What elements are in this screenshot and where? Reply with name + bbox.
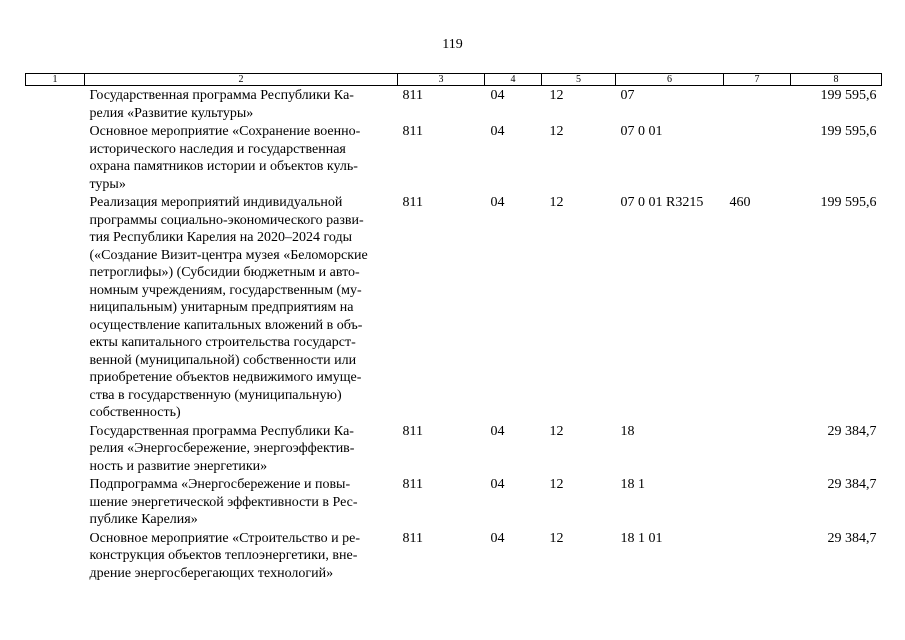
subsection-code: 12 [549,477,564,492]
item-name: Государственная программа Республики Ка- релия «Энергосбережение, энергоэффектив- ность и развитие энергетики» [89,423,355,474]
ministry-code: 811 [402,423,423,439]
amount: 29 384,7 [827,530,877,546]
column-header: 6 [616,74,724,86]
expense-type-code [724,86,791,123]
target-article-code: 07 [620,88,635,103]
row-number-cell [26,122,85,193]
expense-type-code: 460 [729,195,751,210]
section-code: 04 [490,477,505,492]
ministry-code: 811 [402,195,423,210]
budget-table [25,73,882,582]
amount: 199 595,6 [820,195,877,210]
column-header: 8 [791,74,882,86]
subsection-code: 12 [549,195,564,210]
column-header: 7 [724,74,791,86]
expense-type-code [724,475,791,529]
row-number-cell [26,422,85,476]
target-article-code: 18 [620,423,635,439]
table-row [26,122,882,193]
item-name: Основное мероприятие «Сохранение военно- исторического наследия и государственная охрана памятников истории и объектов куль- туры» [89,124,361,192]
section-code: 04 [490,124,505,139]
amount: 29 384,7 [827,477,877,492]
target-article-code: 18 1 [620,477,645,492]
ministry-code: 811 [402,530,423,546]
row-number-cell [26,475,85,529]
table-row [26,86,882,123]
row-number-cell [26,193,85,422]
column-header: 1 [26,74,85,86]
target-article-code: 07 0 01 [620,124,663,139]
subsection-code: 12 [549,530,564,546]
section-code: 04 [490,423,505,439]
item-name: Государственная программа Республики Ка- релия «Развитие культуры» [89,88,354,121]
ministry-code: 811 [402,124,423,139]
column-header: 4 [485,74,542,86]
table-row [26,475,882,529]
item-name: Основное мероприятие «Строительство и ре- конструкция объектов теплоэнергетики, вне- дрение энергосберегающих технологий» [89,530,360,581]
column-number-row [26,74,882,86]
ministry-code: 811 [402,88,423,103]
amount: 199 595,6 [820,124,877,139]
expense-type-code [724,122,791,193]
column-header: 5 [542,74,616,86]
amount: 29 384,7 [827,423,877,439]
table-row [26,529,882,583]
row-number-cell [26,86,85,123]
subsection-code: 12 [549,88,564,103]
expense-type-code [724,422,791,476]
page-number: 119 [442,37,463,52]
expense-type-code [724,529,791,583]
table-row [26,422,882,476]
table-row [26,193,882,422]
item-name: Подпрограмма «Энергосбережение и повы- шение энергетической эффективности в Рес- публике Карелия» [89,477,358,527]
item-name: Реализация мероприятий индивидуальной программы социально-экономического разви- тия Республики Карелия на 2020–2024 годы («Создание Визит-центра музея «Беломорские петроглифы») (Субсидии бюджетным и авто- номным учреждениям, государственным (му- ниципальным) унитарным предприятиям на осуществление капитальных вложений в объ- екты капитального строительства государст- венной (муниципальной) собственности или приобретение объектов недвижимого имуще- ства в государственную (муниципальную) собственность) [89,195,368,420]
amount: 199 595,6 [820,88,877,103]
row-number-cell [26,529,85,583]
section-code: 04 [490,530,505,546]
subsection-code: 12 [549,124,564,139]
subsection-code: 12 [549,423,564,439]
target-article-code: 07 0 01 R3215 [620,195,704,210]
section-code: 04 [490,88,505,103]
ministry-code: 811 [402,477,423,492]
target-article-code: 18 1 01 [620,530,663,546]
column-header: 2 [85,74,398,86]
section-code: 04 [490,195,505,210]
column-header: 3 [398,74,485,86]
